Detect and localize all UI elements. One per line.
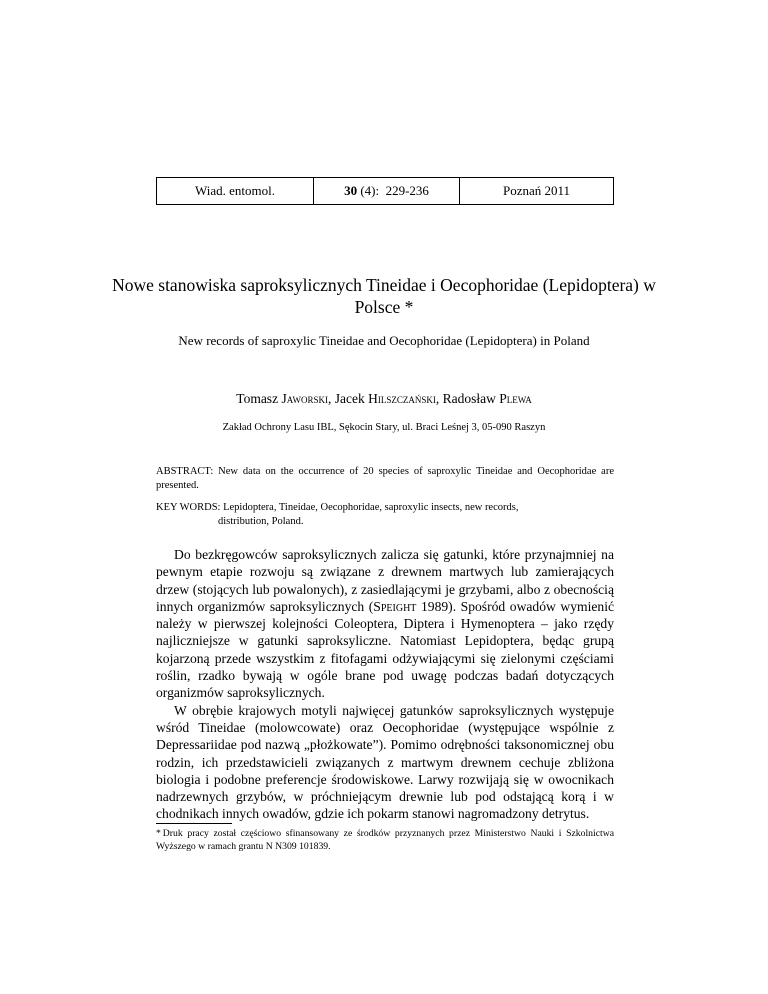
- keywords: [156, 501, 614, 529]
- issue-pages: (4): 229-236: [357, 183, 429, 198]
- author-first-name: Tomasz: [236, 391, 279, 406]
- footnote-mark: *: [156, 828, 161, 839]
- keywords-label: KEY WORDS:: [156, 502, 221, 513]
- footnote-text: Druk pracy został częściowo sfinansowany ze środków przyznanych przez Ministerstwo Nauki i Szkolnictwa Wyższego w ramach grantu N N309 101839.: [156, 828, 614, 852]
- affiliation: Zakład Ochrony Lasu IBL, Sękocin Stary, ul. Braci Leśnej 3, 05-090 Raszyn: [222, 422, 546, 433]
- footnote-rule: [156, 823, 232, 824]
- article-title: Nowe stanowiska saproksylicznych Tineidae i Oecophoridae (Lepidoptera) w Polsce *: [112, 275, 656, 317]
- paragraph: W obrębie krajowych motyli najwięcej gatunków saproksylicznych występuje wśród Tineidae (molowcowate) oraz Oecophoridae (występujące wspólnie z Depressariidae pod nazwą „płożkowate”). Pomimo odrębności taksonomicznej obu rodzin, ich przedstawicieli związanych z martwym drewnem cechuje zbliżona biologia i podobne preferencje środowiskowe. Larwy rozwijają się w owocnikach nadrzewnych grzybów, w próchniejącym drewnie lub pod odstającą korą i w chodnikach innych owadów, gdzie ich pokarm stanowi nagromadzony detrytus.: [156, 702, 614, 822]
- abstract-text: New data on the occurrence of 20 species of saproxylic Tineidae and Oecophoridae are presented.: [156, 466, 614, 491]
- journal-name: Wiad. entomol.: [195, 183, 275, 198]
- paragraph-text: 1989). Spośród owadów wymienić należy w pierwszej kolejności Coleoptera, Diptera i Hymenoptera – jako rzędy najliczniejsze w gatunki saproksyliczne. Natomiast Lepidoptera, będąc grupą kojarzoną przede wszystkim z fitofagami odżywiającymi się zielonymi częściami roślin, rzadko bywają w ogóle brane pod uwagę podczas badań dotyczących organizmów saproksylicznych.: [156, 598, 615, 701]
- keywords-text-cont: distribution, Poland.: [218, 516, 304, 527]
- footnote: [156, 827, 614, 853]
- author-last-name: Plewa: [499, 391, 532, 406]
- article-subtitle: New records of saproxylic Tineidae and Oecophoridae (Lepidoptera) in Poland: [178, 333, 590, 348]
- paragraph: [156, 546, 614, 702]
- journal-header-table: [156, 177, 614, 205]
- author-first-name: Jacek: [334, 391, 365, 406]
- author-first-name: Radosław: [442, 391, 496, 406]
- volume-number: 30: [344, 183, 358, 198]
- abstract-label: ABSTRACT:: [156, 466, 214, 477]
- author-list: Tomasz Jaworski, Jacek Hilszczański, Radosław Plewa: [236, 391, 532, 406]
- place-year: Poznań 2011: [459, 178, 613, 204]
- volume-issue-pages: [313, 178, 459, 204]
- citation-author: Speight: [373, 598, 417, 614]
- author-last-name: Hilszczański: [368, 391, 436, 406]
- body-text: [156, 546, 614, 823]
- abstract: [156, 465, 614, 493]
- author-last-name: Jaworski: [281, 391, 328, 406]
- paragraph-text: Do bezkręgowców saproksylicznych zalicza się gatunki, które przynajmniej na pewnym etapie rozwoju są związane z drewnem martwych lub zamierających drzew (stojących lub powalonych), z zasiedlającymi je grzybami, albo z obecnością innych organizmów saproksylicznych (: [156, 547, 614, 614]
- keywords-text: Lepidoptera, Tineidae, Oecophoridae, saproxylic insects, new records,: [220, 502, 519, 513]
